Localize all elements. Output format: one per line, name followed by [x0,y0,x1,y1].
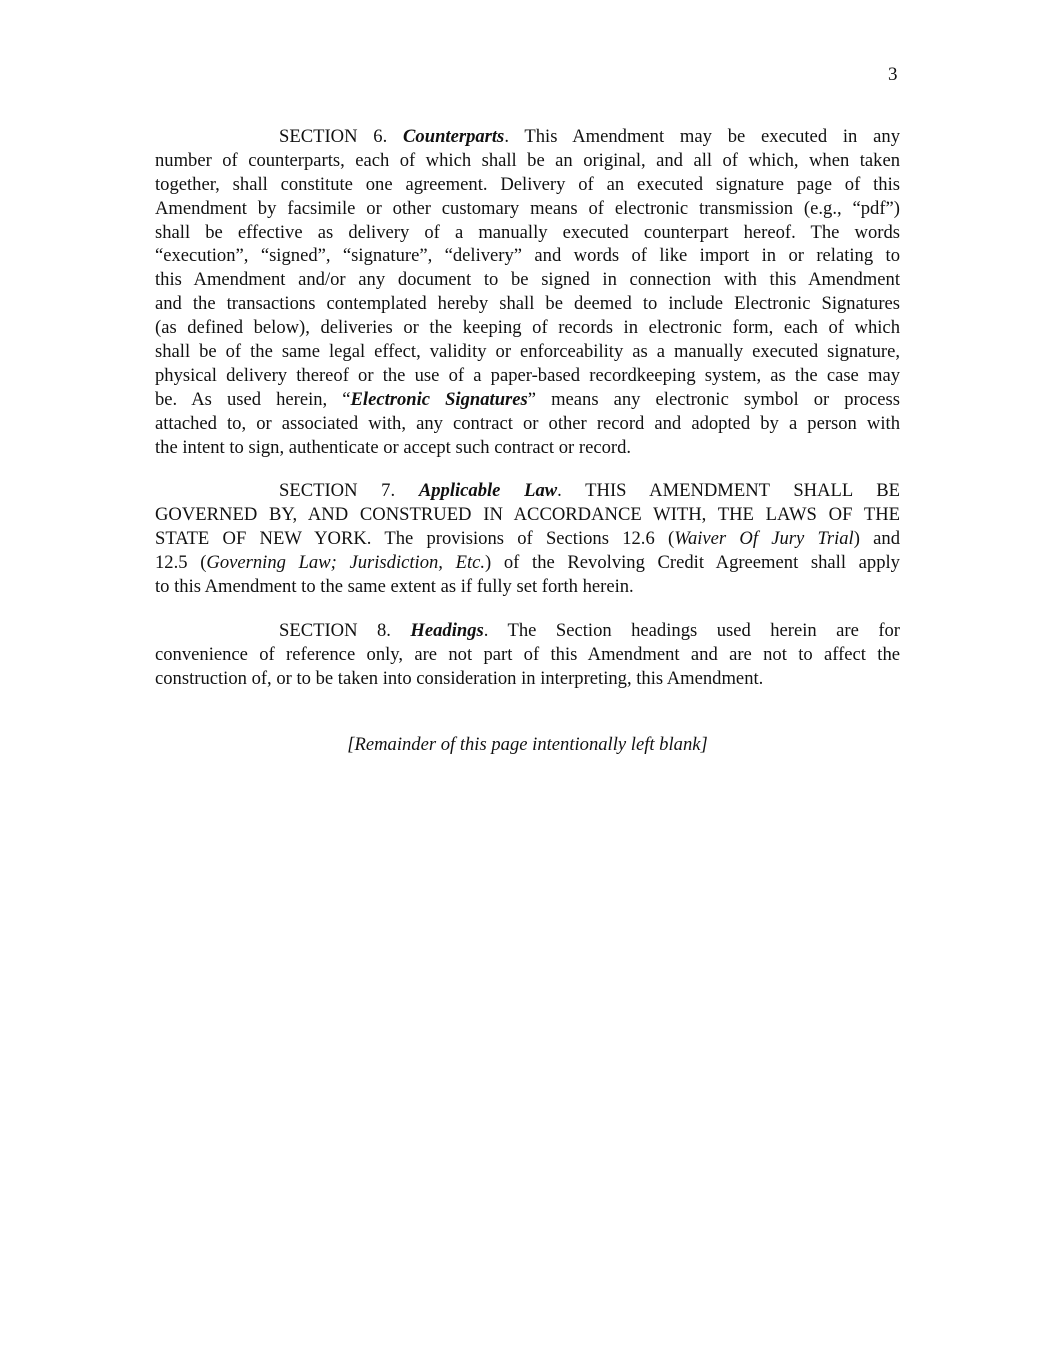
section-heading: Counterparts [403,126,505,147]
text-segment: 12.5 ( [155,551,207,573]
section-label: SECTION 6. [279,126,388,147]
text-line: construction of, or to be taken into consideration in interpreting, this Amendment. [155,667,764,689]
text-line: shall be of the same legal effect, validity or enforceability as a manually executed signature, [155,341,900,363]
text-line: “execution”, “signed”, “signature”, “delivery” and words of like import in or relating to [155,245,900,267]
text-line: number of counterparts, each of which shall be an original, and all of which, when taken [155,149,900,171]
text-line: the intent to sign, authenticate or accept such contract or record. [155,436,632,458]
defined-term: Electronic Signatures [350,388,528,410]
text-line: Amendment by facsimile or other customary means of electronic transmission (e.g., “pdf”) [155,197,900,219]
text-segment: . THIS AMENDMENT SHALL BE [557,480,900,501]
remainder-blank-note: [Remainder of this page intentionally left blank] [347,734,708,755]
section-label: SECTION 7. [279,480,396,501]
text-line: to this Amendment to the same extent as if fully set forth herein. [155,575,634,597]
section-6-paragraph [155,125,900,459]
text-line: attached to, or associated with, any contract or other record and adopted by a person with [155,412,900,434]
text-segment: ) and [853,527,901,549]
section-heading: Headings [410,620,484,641]
text-segment: ) of the Revolving Credit Agreement shall apply [485,551,900,573]
text-line: convenience of reference only, are not part of this Amendment and are not to affect the [155,643,900,665]
section-reference-title: Waiver Of Jury Trial [674,527,854,549]
section-label: SECTION 8. [279,620,391,641]
section-heading: Applicable Law [418,480,558,501]
text-segment: be. As used herein, “ [155,388,351,410]
text-line: and the transactions contemplated hereby shall be deemed to include Electronic Signatures [155,293,900,315]
page-number: 3 [888,64,898,85]
text-line: GOVERNED BY, AND CONSTRUED IN ACCORDANCE WITH, THE LAWS OF THE [155,503,900,525]
section-7-paragraph [155,479,900,598]
section-reference-title: Governing Law; Jurisdiction, Etc. [206,551,486,573]
text-line: this Amendment and/or any document to be signed in connection with this Amendment [155,269,900,291]
text-line: shall be effective as delivery of a manually executed counterpart hereof. The words [155,221,900,243]
text-segment: STATE OF NEW YORK. The provisions of Sections 12.6 ( [155,527,675,549]
section-8-paragraph [155,619,900,691]
text-line: together, shall constitute one agreement. Delivery of an executed signature page of this [155,173,900,195]
text-line: physical delivery thereof or the use of a paper-based recordkeeping system, as the case may [155,364,900,386]
text-segment: ” means any electronic symbol or process [527,388,900,410]
text-line: . This Amendment may be executed in any [504,126,900,147]
text-segment: . The Section headings used herein are for [483,620,900,641]
text-line: (as defined below), deliveries or the keeping of records in electronic form, each of which [155,317,900,339]
